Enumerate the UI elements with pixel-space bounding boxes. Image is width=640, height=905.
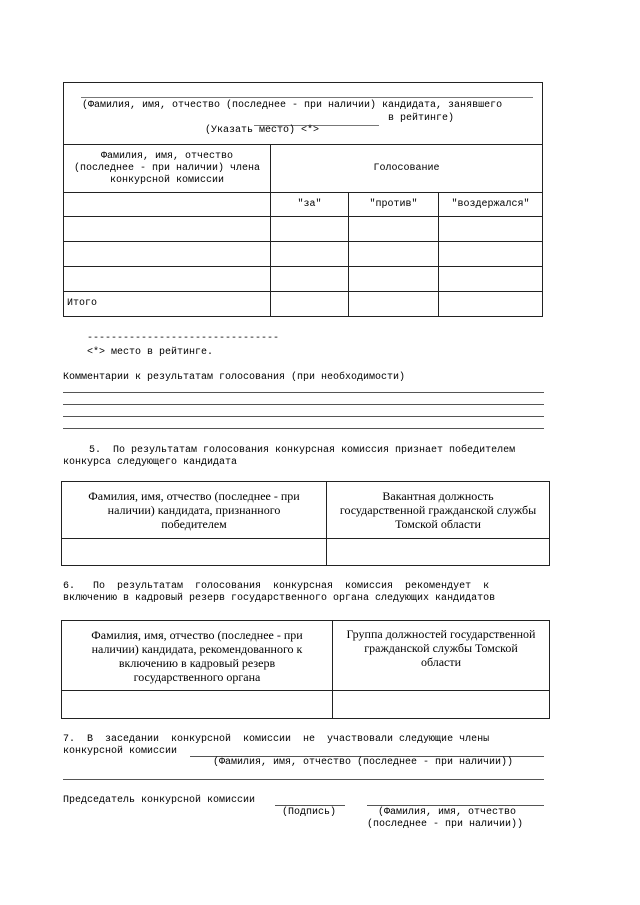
candidate-header-cell bbox=[64, 83, 543, 145]
member-header-line: Фамилия, имя, отчество bbox=[100, 150, 234, 162]
col-abstain: "воздержался" bbox=[439, 193, 543, 217]
item7-line1: 7. В заседании конкурсной комиссии не участвовали следующие члены bbox=[63, 734, 490, 745]
chairman-name-field[interactable] bbox=[367, 805, 544, 806]
header-line: победителем bbox=[161, 517, 227, 531]
footnote-separator: -------------------------------- bbox=[87, 333, 280, 344]
candidate-caption: (Фамилия, имя, отчество (последнее - при наличии) кандидата, занявшего bbox=[82, 100, 503, 111]
winner-table bbox=[61, 481, 550, 566]
comment-line[interactable] bbox=[63, 428, 544, 429]
total-row bbox=[64, 292, 543, 317]
table-row bbox=[64, 217, 543, 242]
comment-line[interactable] bbox=[63, 392, 544, 393]
empty-cell bbox=[64, 193, 271, 217]
member-header-line: (последнее - при наличии) члена bbox=[73, 162, 261, 174]
vacant-position-header bbox=[327, 482, 550, 539]
table-row bbox=[62, 691, 550, 719]
item6-line2: включению в кадровый резерв государственного органа следующих кандидатов bbox=[63, 593, 496, 604]
total-label: Итого bbox=[64, 292, 271, 317]
place-caption: (Указать место) <*> bbox=[205, 125, 320, 136]
footnote-text: <*> место в рейтинге. bbox=[87, 347, 214, 358]
name-caption-1: (Фамилия, имя, отчество bbox=[378, 807, 517, 818]
voting-header: Голосование bbox=[271, 145, 543, 193]
winner-header-row bbox=[62, 482, 550, 539]
table-row bbox=[64, 267, 543, 292]
item6-line1: 6. По результатам голосования конкурсная комиссия рекомендует к bbox=[63, 581, 490, 592]
comment-line[interactable] bbox=[63, 404, 544, 405]
signature-field[interactable] bbox=[275, 805, 345, 806]
header-line: государственной гражданской службы bbox=[339, 503, 537, 517]
comments-label: Комментарии к результатам голосования (при необходимости) bbox=[63, 372, 406, 383]
absent-members-line[interactable] bbox=[63, 779, 544, 780]
chairman-label: Председатель конкурсной комиссии bbox=[63, 795, 256, 806]
table-row bbox=[64, 242, 543, 267]
absent-members-caption: (Фамилия, имя, отчество (последнее - при наличии)) bbox=[213, 757, 514, 768]
header-line: Томской области bbox=[395, 517, 481, 531]
item5-line2: конкурса следующего кандидата bbox=[63, 457, 238, 468]
header-line: государственного органа bbox=[133, 669, 261, 684]
header-line: Группа должностей государственной bbox=[346, 627, 536, 641]
rating-caption: в рейтинге) bbox=[388, 113, 455, 124]
voting-table bbox=[63, 82, 543, 317]
name-caption-2: (последнее - при наличии)) bbox=[367, 819, 524, 830]
winner-name-header bbox=[62, 482, 327, 539]
header-line: наличии) кандидата, признанного bbox=[107, 503, 281, 517]
vote-columns-row bbox=[64, 193, 543, 217]
header-line: области bbox=[420, 655, 462, 669]
item5-line1: 5. По результатам голосования конкурсная комиссия признает победителем bbox=[89, 445, 516, 456]
comment-line[interactable] bbox=[63, 416, 544, 417]
member-header-line: конкурсной комиссии bbox=[109, 174, 225, 186]
header-line: Фамилия, имя, отчество (последнее - при bbox=[88, 489, 300, 503]
table-row bbox=[62, 539, 550, 566]
header-line: Вакантная должность bbox=[382, 489, 494, 503]
reserve-name-header bbox=[62, 621, 333, 691]
reserve-table bbox=[61, 620, 550, 719]
header-line: Фамилия, имя, отчество (последнее - при bbox=[91, 627, 303, 642]
col-for: "за" bbox=[271, 193, 349, 217]
reserve-header-row bbox=[62, 621, 550, 691]
header-line: наличии) кандидата, рекомендованного к bbox=[91, 641, 303, 656]
header-line: включению в кадровый резерв bbox=[118, 655, 276, 670]
members-header-row bbox=[64, 145, 543, 193]
item7-line2: конкурсной комиссии bbox=[63, 746, 178, 757]
position-group-header bbox=[333, 621, 550, 691]
signature-caption: (Подпись) bbox=[282, 807, 337, 818]
header-line: гражданской службы Томской bbox=[364, 641, 518, 655]
member-name-header bbox=[64, 145, 271, 193]
col-against: "против" bbox=[349, 193, 439, 217]
candidate-header-row bbox=[64, 83, 543, 145]
